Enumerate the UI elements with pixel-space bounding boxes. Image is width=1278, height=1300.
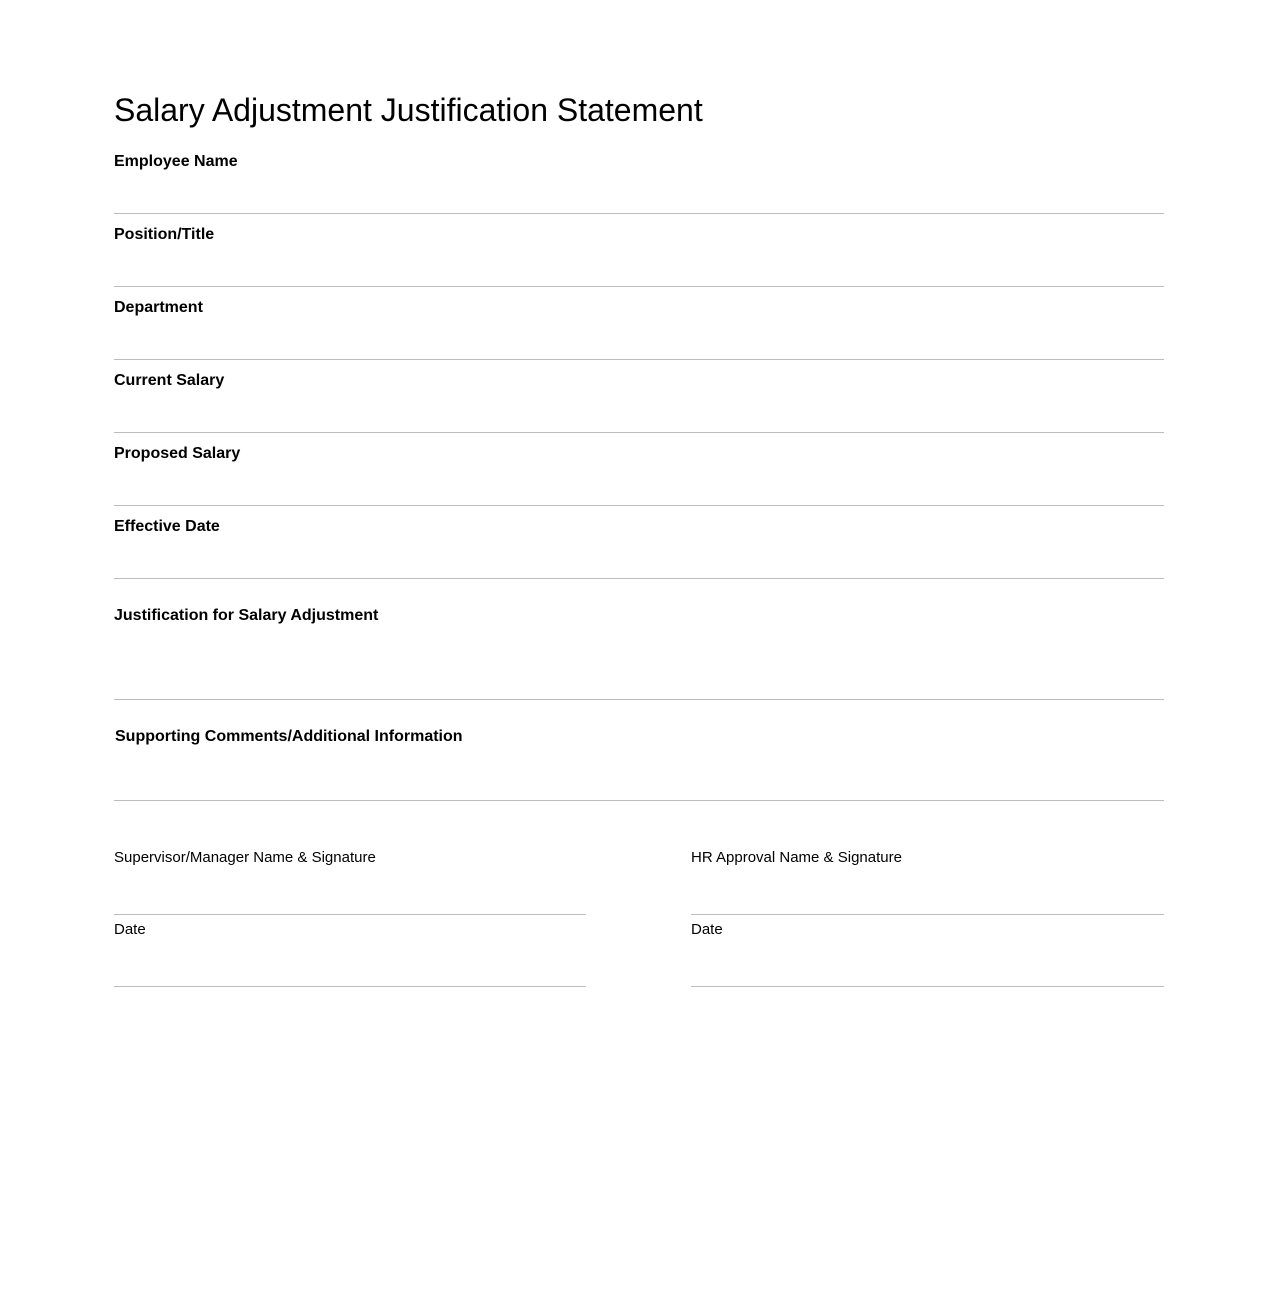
justification-label: Justification for Salary Adjustment [114, 607, 379, 624]
justification-field[interactable] [114, 604, 1164, 700]
hr-date-label: Date [691, 921, 723, 938]
proposed-salary-label: Proposed Salary [114, 445, 241, 462]
position-title-field[interactable] [114, 223, 1164, 287]
supervisor-signature-field[interactable] [114, 848, 586, 915]
supervisor-date-label: Date [114, 921, 146, 938]
current-salary-field[interactable] [114, 369, 1164, 433]
supervisor-date-field[interactable] [114, 920, 586, 987]
effective-date-label: Effective Date [114, 518, 220, 535]
department-field[interactable] [114, 296, 1164, 360]
effective-date-field[interactable] [114, 515, 1164, 579]
supervisor-signature-label: Supervisor/Manager Name & Signature [114, 849, 376, 866]
proposed-salary-field[interactable] [114, 442, 1164, 506]
page-title: Salary Adjustment Justification Statement [114, 92, 703, 128]
current-salary-label: Current Salary [114, 372, 225, 389]
department-label: Department [114, 299, 203, 316]
employee-name-field[interactable] [114, 150, 1164, 214]
supporting-comments-label: Supporting Comments/Additional Information [115, 728, 463, 745]
hr-signature-field[interactable] [691, 848, 1164, 915]
hr-signature-label: HR Approval Name & Signature [691, 849, 902, 866]
position-title-label: Position/Title [114, 226, 215, 243]
supporting-comments-field[interactable] [114, 725, 1164, 801]
employee-name-label: Employee Name [114, 153, 238, 170]
hr-date-field[interactable] [691, 920, 1164, 987]
